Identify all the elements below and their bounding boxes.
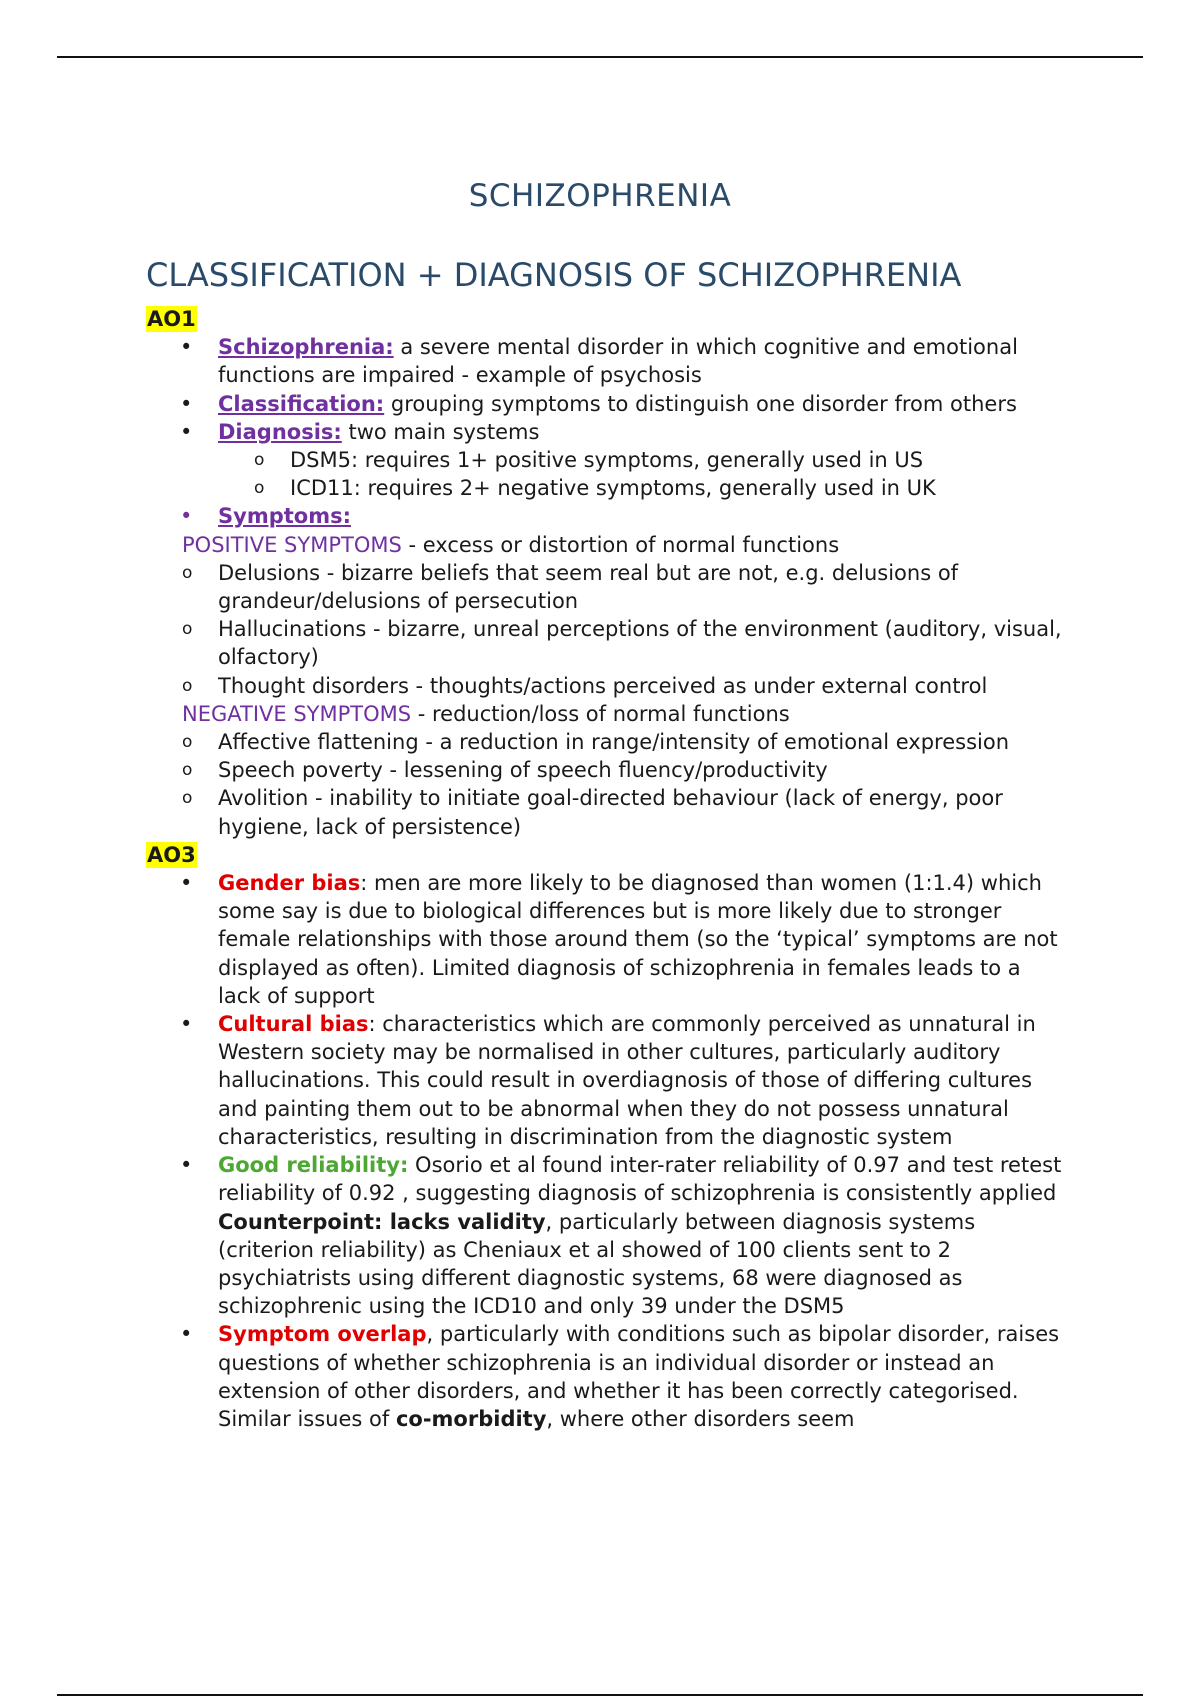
evaluation-text: Osorio et al found inter-rater reliability of 0.97 and test retest reliability of 0.92 , suggesting diagnosis of schizophrenia is consistently applied [218, 1153, 1062, 1206]
sub-bullet-icon: o [182, 675, 193, 696]
list-item-diagnosis [146, 418, 1066, 446]
negative-symptoms-label: NEGATIVE SYMPTOMS [182, 701, 412, 726]
negative-symptoms-heading [146, 700, 1066, 728]
sub-item-text: ICD11: requires 2+ negative symptoms, generally used in UK [290, 476, 936, 501]
term-cultural-bias: Cultural bias [218, 1012, 369, 1037]
ao1-label: AO1 [147, 307, 196, 331]
evaluation-symptom-overlap [146, 1320, 1066, 1433]
top-rule [57, 56, 1143, 58]
evaluation-text: , particularly with conditions such as bipolar disorder, raises questions of whether schizophrenia is an individual disorder or instead an extension of other disorders, and whether it has been correctly categorised. Similar issues of [218, 1322, 1060, 1431]
sub-bullet-icon: o [182, 760, 193, 781]
list-item-classification [146, 390, 1066, 418]
definition-text: a severe mental disorder in which cognitive and emotional functions are impaired - example of psychosis [218, 335, 1018, 388]
notes-body [146, 305, 1066, 1433]
evaluation-good-reliability [146, 1151, 1066, 1207]
ao1-section [146, 305, 1066, 333]
symptom-text: Avolition - inability to initiate goal-directed behaviour (lack of energy, poor hygiene, lack of persistence) [218, 786, 1003, 839]
term-diagnosis: Diagnosis: [218, 419, 342, 444]
sub-item-icd11 [146, 474, 1066, 502]
bullet-icon: • [180, 391, 193, 416]
evaluation-text: : men are more likely to be diagnosed than women (1:1.4) which some say is due to biological differences but is more likely due to stronger female relationships with those around them (so the ‘typical’ symptoms are not displayed as often). Limited diagnosis of schizophrenia in females leads to a lack of support [218, 871, 1058, 1008]
sub-bullet-icon: o [182, 732, 193, 753]
symptom-text: Delusions - bizarre beliefs that seem real but are not, e.g. delusions of grandeur/delusions of persecution [218, 560, 959, 614]
sub-bullet-icon: o [182, 562, 193, 583]
bullet-icon: • [180, 419, 193, 444]
list-item-schizophrenia [146, 333, 1066, 389]
sub-bullet-icon: o [254, 478, 265, 499]
negative-item-speech-poverty [146, 756, 1066, 784]
bullet-icon: • [180, 335, 193, 360]
evaluation-text: , particularly between diagnosis systems (criterion reliability) as Cheniaux et al showed of 100 clients sent to 2 psychiatrists using different diagnostic systems, 68 were diagnosed as schizophrenic using the ICD10 and only 39 under the DSM5 [218, 1209, 976, 1319]
term-counterpoint: Counterpoint: lacks validity [218, 1209, 546, 1234]
sub-item-text: DSM5: requires 1+ positive symptoms, generally used in US [290, 448, 924, 473]
ao3-label: AO3 [147, 842, 196, 867]
bullet-icon: • [180, 1012, 193, 1037]
positive-symptoms-heading [146, 531, 1066, 559]
positive-item-delusions [146, 559, 1066, 615]
symptom-text: Hallucinations - bizarre, unreal perceptions of the environment (auditory, visual, olfactory) [218, 617, 1062, 670]
positive-symptoms-label: POSITIVE SYMPTOMS [182, 532, 402, 557]
bullet-icon: • [180, 871, 193, 896]
bullet-icon: • [180, 1153, 193, 1178]
sub-bullet-icon: o [254, 450, 265, 471]
negative-item-affective-flattening [146, 728, 1066, 756]
negative-item-avolition [146, 784, 1066, 840]
ao3-section [146, 841, 1066, 869]
term-classification: Classification: [218, 391, 385, 416]
evaluation-gender-bias [146, 869, 1066, 1010]
evaluation-counterpoint [146, 1208, 1066, 1321]
list-item-symptoms [146, 502, 1066, 530]
sub-bullet-icon: o [182, 788, 193, 809]
bullet-icon: • [180, 504, 193, 529]
symptom-text: Speech poverty - lessening of speech fluency/productivity [218, 758, 828, 783]
positive-item-hallucinations [146, 615, 1066, 671]
bullet-icon: • [180, 1322, 193, 1347]
negative-symptoms-desc: - reduction/loss of normal functions [411, 701, 790, 726]
sub-item-dsm5 [146, 446, 1066, 474]
symptom-text: Thought disorders - thoughts/actions perceived as under external control [218, 673, 988, 698]
sub-bullet-icon: o [182, 619, 193, 640]
term-symptoms: Symptoms: [218, 504, 351, 529]
symptom-text: Affective flattening - a reduction in range/intensity of emotional expression [218, 730, 1010, 755]
section-heading: CLASSIFICATION + DIAGNOSIS OF SCHIZOPHRENIA [146, 256, 962, 294]
term-co-morbidity: co-morbidity [395, 1406, 547, 1431]
evaluation-text-tail: , where other disorders seem [546, 1406, 855, 1431]
term-schizophrenia: Schizophrenia: [218, 335, 394, 360]
positive-symptoms-desc: - excess or distortion of normal functions [401, 532, 840, 557]
term-good-reliability: Good reliability: [218, 1153, 409, 1178]
positive-item-thought-disorders [146, 672, 1066, 700]
definition-text: grouping symptoms to distinguish one disorder from others [384, 391, 1017, 416]
document-title: SCHIZOPHRENIA [468, 178, 732, 214]
evaluation-text: : characteristics which are commonly perceived as unnatural in Western society may be normalised in other cultures, particularly auditory hallucinations. This could result in overdiagnosis of those of differing cultures and painting them out to be abnormal when they do not possess unnatural characteristics, resulting in discrimination from the diagnostic system [218, 1012, 1036, 1149]
term-symptom-overlap: Symptom overlap [218, 1322, 427, 1347]
bottom-rule [57, 1694, 1143, 1696]
term-gender-bias: Gender bias [218, 871, 361, 896]
definition-text: two main systems [341, 419, 540, 444]
evaluation-cultural-bias [146, 1010, 1066, 1151]
